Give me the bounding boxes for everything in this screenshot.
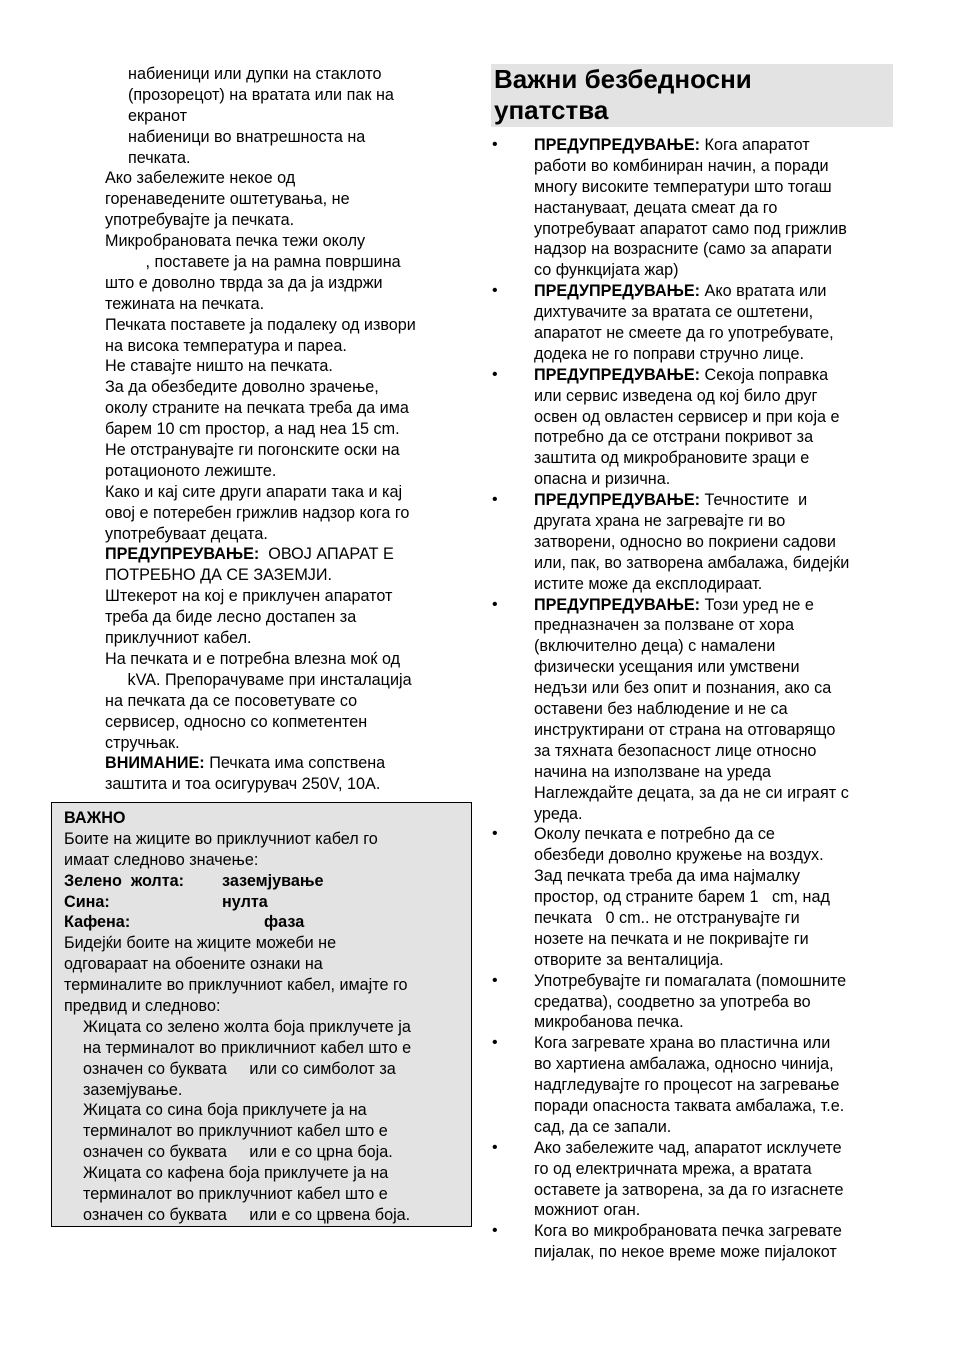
text-line: ротационото лежиште. xyxy=(105,461,277,480)
text-line: нозете на печката и не покривајте ги xyxy=(534,929,809,948)
warning-label: ПРЕДУПРЕДУВАЊЕ: xyxy=(534,365,701,384)
text-line: Бидејќи боите на жиците можеби не xyxy=(64,934,337,953)
text-line: горенаведените оштетувања, не xyxy=(105,190,350,209)
text-line: означен со буквата или е со црна боја. xyxy=(83,1143,393,1162)
warning-text: Течностите и xyxy=(700,491,808,510)
text-line: терминалот во приклучниот кабел што е xyxy=(83,1122,388,1141)
bullet-icon: • xyxy=(492,1034,498,1052)
wire-meaning: фаза xyxy=(264,913,305,932)
wire-color: Зелено жолта: xyxy=(64,871,185,890)
text-line: овој е потеребен грижлив надзор кога го xyxy=(105,503,410,522)
text-line: уреда. xyxy=(534,804,583,823)
wire-color: Сина: xyxy=(64,892,110,911)
wire-color-notice-box xyxy=(51,802,472,1227)
text-line: Ако забележите некое од xyxy=(105,169,296,188)
text-line: приклучниот кабел. xyxy=(105,629,252,648)
safety-list-item xyxy=(491,135,896,281)
bullet-icon: • xyxy=(492,1222,498,1240)
text-line: инструктирани от страна на отговарящо xyxy=(534,720,836,739)
text-line: дихтувачите за вратата се оштетени, xyxy=(534,303,814,322)
text-line: Штекерот на кој е приклучен апаратот xyxy=(105,587,393,606)
warning-text: Този уред не е xyxy=(700,595,814,614)
warning-line xyxy=(534,281,896,302)
warning-line xyxy=(534,490,896,511)
warning-text: Кога апаратот xyxy=(700,136,810,154)
text-line: многу високите температури што тогаш xyxy=(534,177,832,196)
text-line: предвид и следново: xyxy=(64,997,221,1016)
safety-list-item xyxy=(491,595,896,825)
text-line: во хартиена амбалажа, односно чинија, xyxy=(534,1055,834,1074)
text-line: оставени без наблюдение и не са xyxy=(534,700,788,719)
safety-list-item xyxy=(491,281,896,365)
text-line: означен со буквата или со симболот за xyxy=(83,1059,396,1078)
safety-list-item xyxy=(491,1138,896,1222)
text-line: имаат следново значење: xyxy=(64,850,259,869)
text-line: или сервис изведена од кој било друг xyxy=(534,386,818,405)
text-line: Зад печката треба да има најмалку xyxy=(534,867,800,886)
text-line: со функцијата жар) xyxy=(534,261,679,280)
text-line: сервисер, односно со копметентен xyxy=(105,712,368,731)
text-line: употребуваат децата. xyxy=(105,524,268,543)
text-line: на висока температура и пареа. xyxy=(105,336,347,355)
safety-list-item xyxy=(491,971,896,1034)
text-line: набиеници во внатрешноста на xyxy=(128,127,366,146)
text-line: Микробрановата печка тежи околу xyxy=(105,232,366,251)
text-line: Кога во микробрановата печка загревате xyxy=(534,1222,842,1241)
warning-line xyxy=(534,365,896,386)
warning-text: ОВОЈ АПАРАТ Е xyxy=(259,545,394,564)
right-column xyxy=(491,64,896,1263)
warning-line xyxy=(105,544,470,565)
text-line: треба да биде лесно достапен за xyxy=(105,608,357,627)
warning-label: ПРЕДУПРЕДУВАЊЕ: xyxy=(534,136,701,154)
wire-row xyxy=(64,892,471,913)
warning-label: ПРЕДУПРЕДУВАЊЕ: xyxy=(534,282,701,301)
text-line: физически усещания или умствени xyxy=(534,658,800,677)
text-line: поради опасноста таквата амбалажа, т.е. xyxy=(534,1096,845,1115)
text-line: заштита од микробрановите зраци е xyxy=(534,449,810,468)
attention-label: ВНИМАНИЕ: xyxy=(105,754,205,773)
text-line: надзор на возрасните (само за апарати xyxy=(534,240,832,259)
heading-line-1: Важни безбедносни xyxy=(494,64,752,94)
left-column xyxy=(105,64,470,795)
text-line: Наглеждайте децата, за да не си играят с xyxy=(534,783,849,802)
attention-line xyxy=(105,753,470,774)
text-line: отворите за венталиција. xyxy=(534,950,724,969)
text-line: на печката да се посоветувате со xyxy=(105,691,358,710)
text-line: настануваат, децата смеат да го xyxy=(534,198,778,217)
warning-text: Ако вратата или xyxy=(700,282,827,301)
text-line: Не отстранувајте ги погонските оски на xyxy=(105,441,400,460)
text-line: освен од овластен сервисер и при која е xyxy=(534,407,840,426)
warning-line xyxy=(534,595,896,616)
text-line: Не ставајте ништо на печката. xyxy=(105,357,333,376)
text-line: стручњак. xyxy=(105,733,180,752)
text-line: потребно да се отстрани покривот за xyxy=(534,428,814,447)
text-line: надгледувајте го процесот на загревање xyxy=(534,1076,840,1095)
text-line: Боите на жиците во приклучниот кабел го xyxy=(64,829,378,848)
text-line: работи во комбиниран начин, а поради xyxy=(534,156,829,175)
text-line: на терминалот во прикличниот кабел што е xyxy=(83,1038,412,1057)
text-line: употребувајте ја печката. xyxy=(105,211,295,230)
safety-list-item xyxy=(491,1221,896,1263)
text-line: оставете ја затворена, за да го изгаснете xyxy=(534,1180,844,1199)
text-line: затворени, односно во покриени садови xyxy=(534,532,836,551)
text-line: обезбеди доволно кружење на воздух. xyxy=(534,846,824,865)
text-line: можниот оган. xyxy=(534,1201,641,1220)
heading-line-2: упатства xyxy=(494,95,609,125)
bullet-icon: • xyxy=(492,595,498,613)
text-line: Жицата со зелено жолта боја приклучете ја xyxy=(83,1017,411,1036)
attention-text: Печката има сопствена xyxy=(204,754,386,773)
text-line: Жицата со кафена боја приклучете ја на xyxy=(83,1164,389,1183)
bullet-icon: • xyxy=(492,282,498,300)
warning-text: Секоја поправка xyxy=(700,365,829,384)
text-line: , поставете ја на рамна површина xyxy=(105,253,401,272)
grounding-warning xyxy=(105,544,470,586)
installation-text xyxy=(105,168,470,544)
indented-list xyxy=(105,64,470,168)
safety-list-item xyxy=(491,824,896,970)
bullet-icon: • xyxy=(492,365,498,383)
text-line: истите може да експлодираат. xyxy=(534,574,763,593)
text-line: недъзи или без опит и познания, ако са xyxy=(534,679,832,698)
text-line: средатва), соодветно за употреба во xyxy=(534,992,811,1011)
text-line: набиеници или дупки на стаклото xyxy=(128,65,382,83)
wire-row xyxy=(64,912,471,933)
text-line: додека не го поправи стручно лице. xyxy=(534,344,805,363)
safety-instructions-list xyxy=(491,135,896,1263)
text-line: околу страните на печката треба да има xyxy=(105,399,409,418)
text-line: означен со буквата или е со црвена боја. xyxy=(83,1205,411,1224)
warning-label: ПРЕДУПРЕДУВАЊЕ: xyxy=(534,491,701,510)
bullet-icon: • xyxy=(492,825,498,843)
text-line: Печката поставете ја подалеку од извори xyxy=(105,315,416,334)
text-line: Жицата со сина боја приклучете ја на xyxy=(83,1101,367,1120)
text-line: Како и кај сите други апарати така и кај xyxy=(105,482,403,501)
text-line: Околу печката е потребно да се xyxy=(534,825,775,844)
text-line: терминалот во приклучниот кабел што е xyxy=(83,1185,388,1204)
text-line: Употребувајте ги помагалата (помошните xyxy=(534,971,847,990)
text-line: kVA. Препорачуваме при инсталација xyxy=(105,670,412,689)
notice-title: ВАЖНО xyxy=(64,809,126,827)
text-line: предназначен за ползване от хора xyxy=(534,616,795,635)
text-line: тежината на печката. xyxy=(105,294,265,313)
attention-note xyxy=(105,753,470,795)
text-line: што е доволно тврда за да ја издржи xyxy=(105,273,383,292)
safety-list-item xyxy=(491,490,896,594)
bullet-icon: • xyxy=(492,136,498,153)
text-line: Кога загревате храна во пластична или xyxy=(534,1034,831,1053)
text-line: апаратот не смеете да го употребувате, xyxy=(534,324,834,343)
bullet-icon: • xyxy=(492,491,498,509)
warning-line xyxy=(534,135,896,156)
text-line: (прозорецот) на вратата или пак на xyxy=(128,85,394,104)
warning-label: ПРЕДУПРЕУВАЊЕ: xyxy=(105,545,260,564)
text-line: го од електричната мрежа, а вратата xyxy=(534,1159,812,1178)
section-heading xyxy=(491,64,893,127)
text-line: простор, од страните барем 1 cm, над xyxy=(534,888,830,907)
attention-line-2: заштита и тоа осигурувач 250V, 10A. xyxy=(105,775,381,794)
text-line: одговараат на обоените ознаки на xyxy=(64,955,323,974)
text-line: опасна и ризична. xyxy=(534,470,671,489)
wire-row xyxy=(64,871,471,892)
text-line: начина на използване на уреда xyxy=(534,762,771,781)
text-line: На печката и е потребна влезна моќ од xyxy=(105,649,401,668)
text-line: другата храна не загревајте ги во xyxy=(534,512,786,531)
power-text xyxy=(105,586,470,753)
text-line: пијалак, по некое време може пијалокот xyxy=(534,1243,837,1262)
text-line: употребуваат апаратот само под грижлив xyxy=(534,219,847,238)
text-line: заземјување. xyxy=(83,1080,183,1099)
text-line: екранот xyxy=(128,106,188,125)
text-line: За да обезбедите доволно зрачење, xyxy=(105,378,379,397)
text-line: барем 10 cm простор, а над неа 15 cm. xyxy=(105,420,400,439)
warning-line-2: ПОТРЕБНО ДА СЕ ЗАЗЕМЈИ. xyxy=(105,566,333,585)
text-line: печката. xyxy=(128,148,191,167)
text-line: (включително деца) с намалени xyxy=(534,637,776,656)
wire-meaning: заземјување xyxy=(222,871,324,890)
wire-color: Кафена: xyxy=(64,913,131,932)
text-line: терминалите во приклучниот кабел, имајте го xyxy=(64,976,408,995)
text-line: печката 0 cm.. не отстранувајте ги xyxy=(534,908,800,927)
text-line: Ако забележите чад, апаратот исклучете xyxy=(534,1138,842,1157)
text-line: или, пак, во затворена амбалажа, бидејќи xyxy=(534,553,850,572)
bullet-icon: • xyxy=(492,1138,498,1156)
safety-list-item xyxy=(491,365,896,490)
bullet-icon: • xyxy=(492,971,498,989)
warning-label: ПРЕДУПРЕДУВАЊЕ: xyxy=(534,595,701,614)
text-line: за тяхната безопасност лице относно xyxy=(534,741,817,760)
wiring-instructions xyxy=(64,1017,471,1226)
wire-meaning: нулта xyxy=(222,892,268,911)
safety-list-item xyxy=(491,1033,896,1137)
text-line: сад, да се запали. xyxy=(534,1117,672,1136)
text-line: микробанова печка. xyxy=(534,1013,684,1032)
